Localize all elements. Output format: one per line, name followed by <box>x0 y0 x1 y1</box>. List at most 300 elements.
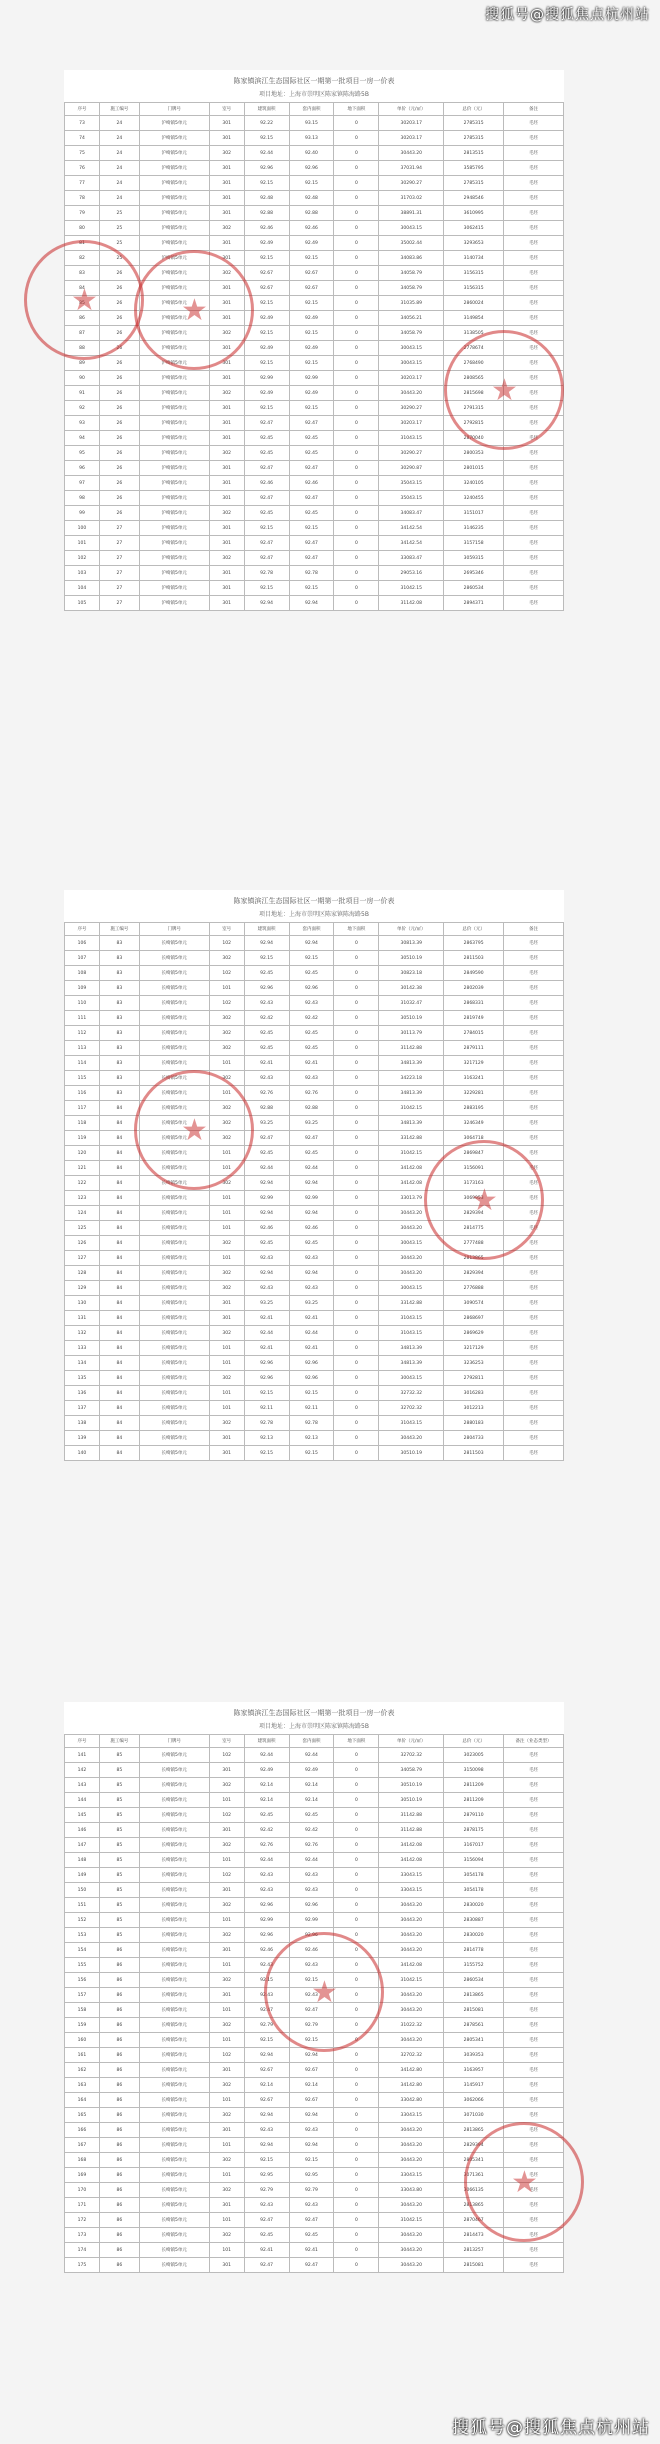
table-cell: 0 <box>334 536 379 551</box>
table-cell: 92.14 <box>289 1778 334 1793</box>
table-cell: 301 <box>209 491 244 506</box>
table-cell: 沪崎镇5单元 <box>139 416 209 431</box>
table-cell: 92.45 <box>244 1026 289 1041</box>
table-cell: 30043.15 <box>379 1371 444 1386</box>
table-cell: 302 <box>209 1416 244 1431</box>
table-cell: 毛坯 <box>504 1116 564 1131</box>
table-cell: 92.43 <box>244 996 289 1011</box>
table-cell: 3167017 <box>444 1838 504 1853</box>
table-cell: 0 <box>334 1748 379 1763</box>
table-cell: 长崎镇5单元 <box>139 951 209 966</box>
table-row <box>65 386 564 401</box>
table-cell: 86 <box>99 2243 139 2258</box>
table-cell: 3610995 <box>444 206 504 221</box>
table-cell: 123 <box>65 1191 100 1206</box>
table-row <box>65 566 564 581</box>
column-header: 总价（元） <box>444 103 504 116</box>
table-cell: 30443.20 <box>379 386 444 401</box>
column-header: 施工编号 <box>99 923 139 936</box>
table-cell: 301 <box>209 176 244 191</box>
table-cell: 32702.32 <box>379 1401 444 1416</box>
table-cell: 长崎镇5单元 <box>139 2123 209 2138</box>
table-cell: 121 <box>65 1161 100 1176</box>
table-cell: 92.45 <box>244 431 289 446</box>
table-row <box>65 446 564 461</box>
table-cell: 毛坯 <box>504 176 564 191</box>
column-header: 总价（元） <box>444 923 504 936</box>
table-cell: 0 <box>334 416 379 431</box>
table-cell: 92.15 <box>289 326 334 341</box>
table-cell: 毛坯 <box>504 1221 564 1236</box>
table-cell: 101 <box>209 1913 244 1928</box>
table-cell: 0 <box>334 251 379 266</box>
table-cell: 84 <box>99 1221 139 1236</box>
table-cell: 92.15 <box>289 581 334 596</box>
table-cell: 92.44 <box>244 146 289 161</box>
table-cell: 0 <box>334 2258 379 2273</box>
table-cell: 155 <box>65 1958 100 1973</box>
table-cell: 92.45 <box>289 506 334 521</box>
table-cell: 92.67 <box>289 281 334 296</box>
column-header: 总价（元） <box>444 1735 504 1748</box>
table-cell: 长崎镇5单元 <box>139 1431 209 1446</box>
table-cell: 长崎镇5单元 <box>139 1311 209 1326</box>
table-cell: 92.99 <box>244 1191 289 1206</box>
table-cell: 沪崎镇5单元 <box>139 191 209 206</box>
table-row <box>65 581 564 596</box>
table-cell: 30443.20 <box>379 1221 444 1236</box>
table-cell: 33013.79 <box>379 1191 444 1206</box>
table-cell: 173 <box>65 2228 100 2243</box>
table-cell: 167 <box>65 2138 100 2153</box>
table-cell: 92.47 <box>289 2003 334 2018</box>
table-cell: 92.45 <box>244 506 289 521</box>
table-cell: 26 <box>99 311 139 326</box>
table-cell: 0 <box>334 1386 379 1401</box>
table-cell: 110 <box>65 996 100 1011</box>
table-cell: 2829394 <box>444 2138 504 2153</box>
table-cell: 31022.32 <box>379 2018 444 2033</box>
table-cell: 92.15 <box>289 951 334 966</box>
table-cell: 101 <box>209 1221 244 1236</box>
table-row <box>65 1191 564 1206</box>
table-cell: 毛坯 <box>504 1823 564 1838</box>
table-cell: 94 <box>65 431 100 446</box>
table-cell: 沪崎镇5单元 <box>139 251 209 266</box>
table-cell: 92.49 <box>289 341 334 356</box>
table-cell: 30510.19 <box>379 951 444 966</box>
table-cell: 毛坯 <box>504 2033 564 2048</box>
table-cell: 毛坯 <box>504 326 564 341</box>
table-cell: 92.88 <box>289 1101 334 1116</box>
table-cell: 毛坯 <box>504 1386 564 1401</box>
table-cell: 0 <box>334 996 379 1011</box>
table-cell: 122 <box>65 1176 100 1191</box>
table-cell: 31032.47 <box>379 996 444 1011</box>
table-cell: 3156315 <box>444 281 504 296</box>
table-row <box>65 2018 564 2033</box>
table-row <box>65 1251 564 1266</box>
table-cell: 24 <box>99 116 139 131</box>
table-cell: 0 <box>334 1431 379 1446</box>
table-cell: 302 <box>209 1131 244 1146</box>
table-cell: 毛坯 <box>504 2138 564 2153</box>
table-cell: 长崎镇5单元 <box>139 2078 209 2093</box>
table-cell: 毛坯 <box>504 281 564 296</box>
table-cell: 92.45 <box>289 1026 334 1041</box>
table-cell: 302 <box>209 506 244 521</box>
table-cell: 92.94 <box>244 2138 289 2153</box>
table-cell: 长崎镇5单元 <box>139 996 209 1011</box>
table-row <box>65 1146 564 1161</box>
table-cell: 84 <box>99 1296 139 1311</box>
table-cell: 毛坯 <box>504 2168 564 2183</box>
table-cell: 83 <box>99 1086 139 1101</box>
table-cell: 3138505 <box>444 326 504 341</box>
table-cell: 85 <box>99 1898 139 1913</box>
table-cell: 74 <box>65 131 100 146</box>
table-cell: 长崎镇5单元 <box>139 1793 209 1808</box>
table-cell: 毛坯 <box>504 1868 564 1883</box>
table-row <box>65 1913 564 1928</box>
table-cell: 2868331 <box>444 996 504 1011</box>
table-row <box>65 176 564 191</box>
table-cell: 毛坯 <box>504 1101 564 1116</box>
sheet-address: 项目地址：上海市崇明区陈家镇陈海路5B <box>259 91 369 98</box>
table-cell: 34142.08 <box>379 1161 444 1176</box>
table-row <box>65 1326 564 1341</box>
table-cell: 83 <box>99 1071 139 1086</box>
table-cell: 毛坯 <box>504 1431 564 1446</box>
table-cell: 92.94 <box>289 1176 334 1191</box>
table-cell: 0 <box>334 1101 379 1116</box>
table-cell: 0 <box>334 1838 379 1853</box>
table-cell: 92.43 <box>289 1958 334 1973</box>
table-cell: 26 <box>99 446 139 461</box>
table-cell: 92.14 <box>244 1778 289 1793</box>
table-cell: 33083.47 <box>379 551 444 566</box>
table-cell: 毛坯 <box>504 2048 564 2063</box>
table-row <box>65 296 564 311</box>
table-cell: 92.15 <box>289 296 334 311</box>
table-cell: 0 <box>334 2123 379 2138</box>
column-header: 地下面积 <box>334 1735 379 1748</box>
column-header: 建筑面积 <box>244 103 289 116</box>
table-cell: 92.46 <box>244 1943 289 1958</box>
table-cell: 92.67 <box>244 266 289 281</box>
table-cell: 92.99 <box>289 1913 334 1928</box>
table-cell: 2830887 <box>444 1913 504 1928</box>
table-cell: 2791315 <box>444 401 504 416</box>
table-cell: 92.47 <box>289 551 334 566</box>
table-row <box>65 1386 564 1401</box>
table-cell: 0 <box>334 1943 379 1958</box>
table-cell: 0 <box>334 1356 379 1371</box>
table-cell: 92.76 <box>244 1838 289 1853</box>
table-row <box>65 1011 564 1026</box>
table-cell: 302 <box>209 1371 244 1386</box>
table-cell: 2819749 <box>444 1011 504 1026</box>
table-cell: 长崎镇5单元 <box>139 2153 209 2168</box>
table-cell: 沪崎镇5单元 <box>139 506 209 521</box>
table-cell: 302 <box>209 2108 244 2123</box>
table-cell: 131 <box>65 1311 100 1326</box>
table-cell: 2815081 <box>444 2003 504 2018</box>
table-row <box>65 521 564 536</box>
table-cell: 2805341 <box>444 2153 504 2168</box>
table-cell: 92.94 <box>244 2048 289 2063</box>
table-cell: 302 <box>209 1176 244 1191</box>
table-cell: 82 <box>65 251 100 266</box>
table-cell: 301 <box>209 401 244 416</box>
table-cell: 34056.21 <box>379 311 444 326</box>
table-row <box>65 1988 564 2003</box>
table-cell: 108 <box>65 966 100 981</box>
table-cell: 156 <box>65 1973 100 1988</box>
table-cell: 毛坯 <box>504 116 564 131</box>
table-cell: 301 <box>209 131 244 146</box>
table-cell: 2868697 <box>444 1311 504 1326</box>
table-cell: 3054178 <box>444 1883 504 1898</box>
table-row <box>65 2033 564 2048</box>
table-cell: 毛坯 <box>504 2153 564 2168</box>
table-cell: 92.46 <box>289 476 334 491</box>
table-row <box>65 116 564 131</box>
table-cell: 长崎镇5单元 <box>139 1041 209 1056</box>
table-cell: 2829394 <box>444 1266 504 1281</box>
table-cell: 34142.54 <box>379 536 444 551</box>
table-cell: 长崎镇5单元 <box>139 2258 209 2273</box>
table-cell: 159 <box>65 2018 100 2033</box>
table-cell: 85 <box>99 1838 139 1853</box>
table-cell: 2830020 <box>444 1898 504 1913</box>
table-row <box>65 281 564 296</box>
table-cell: 92.45 <box>289 1146 334 1161</box>
table-cell: 26 <box>99 386 139 401</box>
table-cell: 0 <box>334 2078 379 2093</box>
table-cell: 2815081 <box>444 2258 504 2273</box>
table-cell: 301 <box>209 206 244 221</box>
table-cell: 3023005 <box>444 1748 504 1763</box>
table-cell: 92.15 <box>244 521 289 536</box>
table-cell: 0 <box>334 2183 379 2198</box>
table-row <box>65 1281 564 1296</box>
table-cell: 92.43 <box>289 2198 334 2213</box>
table-cell: 117 <box>65 1101 100 1116</box>
table-cell: 0 <box>334 2093 379 2108</box>
table-cell: 毛坯 <box>504 951 564 966</box>
table-cell: 毛坯 <box>504 1958 564 1973</box>
table-cell: 98 <box>65 491 100 506</box>
table-cell: 毛坯 <box>504 1883 564 1898</box>
table-cell: 3062415 <box>444 221 504 236</box>
table-cell: 86 <box>99 2108 139 2123</box>
table-cell: 101 <box>209 1056 244 1071</box>
table-cell: 154 <box>65 1943 100 1958</box>
table-row <box>65 1161 564 1176</box>
table-cell: 92.47 <box>289 1131 334 1146</box>
table-cell: 毛坯 <box>504 356 564 371</box>
table-row <box>65 2093 564 2108</box>
table-cell: 0 <box>334 386 379 401</box>
table-cell: 2792815 <box>444 416 504 431</box>
table-cell: 33043.15 <box>379 1883 444 1898</box>
table-cell: 92.15 <box>244 1973 289 1988</box>
table-cell: 30290.27 <box>379 446 444 461</box>
table-cell: 301 <box>209 536 244 551</box>
table-cell: 30813.39 <box>379 936 444 951</box>
table-cell: 92.15 <box>244 356 289 371</box>
table-cell: 0 <box>334 311 379 326</box>
table-cell: 92.79 <box>289 2183 334 2198</box>
table-cell: 92.43 <box>289 1883 334 1898</box>
table-cell: 毛坯 <box>504 1296 564 1311</box>
table-cell: 30443.20 <box>379 2003 444 2018</box>
table-cell: 301 <box>209 191 244 206</box>
table-cell: 92.47 <box>244 551 289 566</box>
watermark-top: 搜狐号@搜狐焦点杭州站 <box>485 7 650 23</box>
table-cell: 92.44 <box>244 1326 289 1341</box>
table-row <box>65 236 564 251</box>
table-row <box>65 1853 564 1868</box>
table-cell: 92.15 <box>289 2033 334 2048</box>
table-cell: 149 <box>65 1868 100 1883</box>
table-cell: 84 <box>99 1281 139 1296</box>
table-cell: 101 <box>209 1401 244 1416</box>
table-cell: 301 <box>209 1296 244 1311</box>
table-row <box>65 506 564 521</box>
table-cell: 92.15 <box>244 131 289 146</box>
table-cell: 91 <box>65 386 100 401</box>
table-cell: 沪崎镇5单元 <box>139 116 209 131</box>
table-row <box>65 401 564 416</box>
table-cell: 毛坯 <box>504 936 564 951</box>
table-cell: 0 <box>334 326 379 341</box>
table-cell: 92.44 <box>244 1853 289 1868</box>
table-cell: 长崎镇5单元 <box>139 1446 209 1461</box>
table-cell: 2784015 <box>444 1026 504 1041</box>
table-cell: 26 <box>99 296 139 311</box>
table-cell: 0 <box>334 1883 379 1898</box>
table-row <box>65 2048 564 2063</box>
table-cell: 143 <box>65 1778 100 1793</box>
table-cell: 151 <box>65 1898 100 1913</box>
table-cell: 92.46 <box>244 1221 289 1236</box>
table-cell: 34142.80 <box>379 2078 444 2093</box>
column-header: 序号 <box>65 103 100 116</box>
table-cell: 84 <box>99 1311 139 1326</box>
table-cell: 84 <box>99 1101 139 1116</box>
table-cell: 115 <box>65 1071 100 1086</box>
table-cell: 105 <box>65 596 100 611</box>
table-cell: 0 <box>334 1898 379 1913</box>
table-cell: 长崎镇5单元 <box>139 2063 209 2078</box>
table-cell: 0 <box>334 1206 379 1221</box>
table-cell: 73 <box>65 116 100 131</box>
table-cell: 301 <box>209 476 244 491</box>
table-cell: 92.99 <box>289 371 334 386</box>
table-cell: 3071361 <box>444 2168 504 2183</box>
table-cell: 92.49 <box>244 311 289 326</box>
table-cell: 92.99 <box>244 371 289 386</box>
table-cell: 2878561 <box>444 2018 504 2033</box>
table-cell: 2869629 <box>444 1326 504 1341</box>
column-header: 备注 <box>504 103 564 116</box>
table-cell: 3156315 <box>444 266 504 281</box>
table-cell: 0 <box>334 2018 379 2033</box>
table-row <box>65 1371 564 1386</box>
table-cell: 102 <box>209 2048 244 2063</box>
table-cell: 92.79 <box>289 2018 334 2033</box>
table-cell: 92.43 <box>244 2123 289 2138</box>
table-cell: 毛坯 <box>504 1311 564 1326</box>
table-cell: 301 <box>209 356 244 371</box>
table-cell: 毛坯 <box>504 236 564 251</box>
table-cell: 2879110 <box>444 1808 504 1823</box>
table-cell: 26 <box>99 326 139 341</box>
table-cell: 毛坯 <box>504 221 564 236</box>
table-cell: 0 <box>334 131 379 146</box>
table-cell: 2813257 <box>444 2243 504 2258</box>
table-cell: 长崎镇5单元 <box>139 1176 209 1191</box>
table-cell: 毛坯 <box>504 266 564 281</box>
table-cell: 101 <box>209 1356 244 1371</box>
table-cell: 0 <box>334 1056 379 1071</box>
table-cell: 89 <box>65 356 100 371</box>
table-cell: 92.49 <box>289 386 334 401</box>
table-cell: 92.49 <box>244 236 289 251</box>
table-cell: 0 <box>334 371 379 386</box>
table-cell: 0 <box>334 1371 379 1386</box>
table-cell: 301 <box>209 461 244 476</box>
table-row <box>65 551 564 566</box>
table-cell: 92.47 <box>289 2258 334 2273</box>
table-cell: 101 <box>209 2213 244 2228</box>
table-cell: 84 <box>99 1161 139 1176</box>
table-cell: 毛坯 <box>504 446 564 461</box>
table-cell: 毛坯 <box>504 1026 564 1041</box>
table-cell: 92.47 <box>244 2213 289 2228</box>
table-cell: 92.43 <box>289 1071 334 1086</box>
column-header: 备注 <box>504 923 564 936</box>
table-cell: 92.43 <box>244 2198 289 2213</box>
table-cell: 86 <box>99 2048 139 2063</box>
table-cell: 113 <box>65 1041 100 1056</box>
table-cell: 2813865 <box>444 2198 504 2213</box>
table-cell: 2813865 <box>444 2123 504 2138</box>
table-row <box>65 1763 564 1778</box>
table-cell: 92.15 <box>289 251 334 266</box>
table-cell: 302 <box>209 1116 244 1131</box>
table-row <box>65 2108 564 2123</box>
table-cell: 0 <box>334 266 379 281</box>
table-cell: 0 <box>334 161 379 176</box>
table-cell: 84 <box>99 1341 139 1356</box>
table-cell: 长崎镇5单元 <box>139 1086 209 1101</box>
table-cell: 长崎镇5单元 <box>139 1401 209 1416</box>
table-cell: 102 <box>209 936 244 951</box>
table-cell: 86 <box>99 2018 139 2033</box>
table-cell: 85 <box>99 1763 139 1778</box>
table-cell: 毛坯 <box>504 1928 564 1943</box>
table-cell: 毛坯 <box>504 2078 564 2093</box>
table-cell: 毛坯 <box>504 1251 564 1266</box>
table-cell: 毛坯 <box>504 341 564 356</box>
table-row <box>65 311 564 326</box>
table-cell: 30443.20 <box>379 2123 444 2138</box>
table-cell: 0 <box>334 1086 379 1101</box>
table-cell: 301 <box>209 161 244 176</box>
